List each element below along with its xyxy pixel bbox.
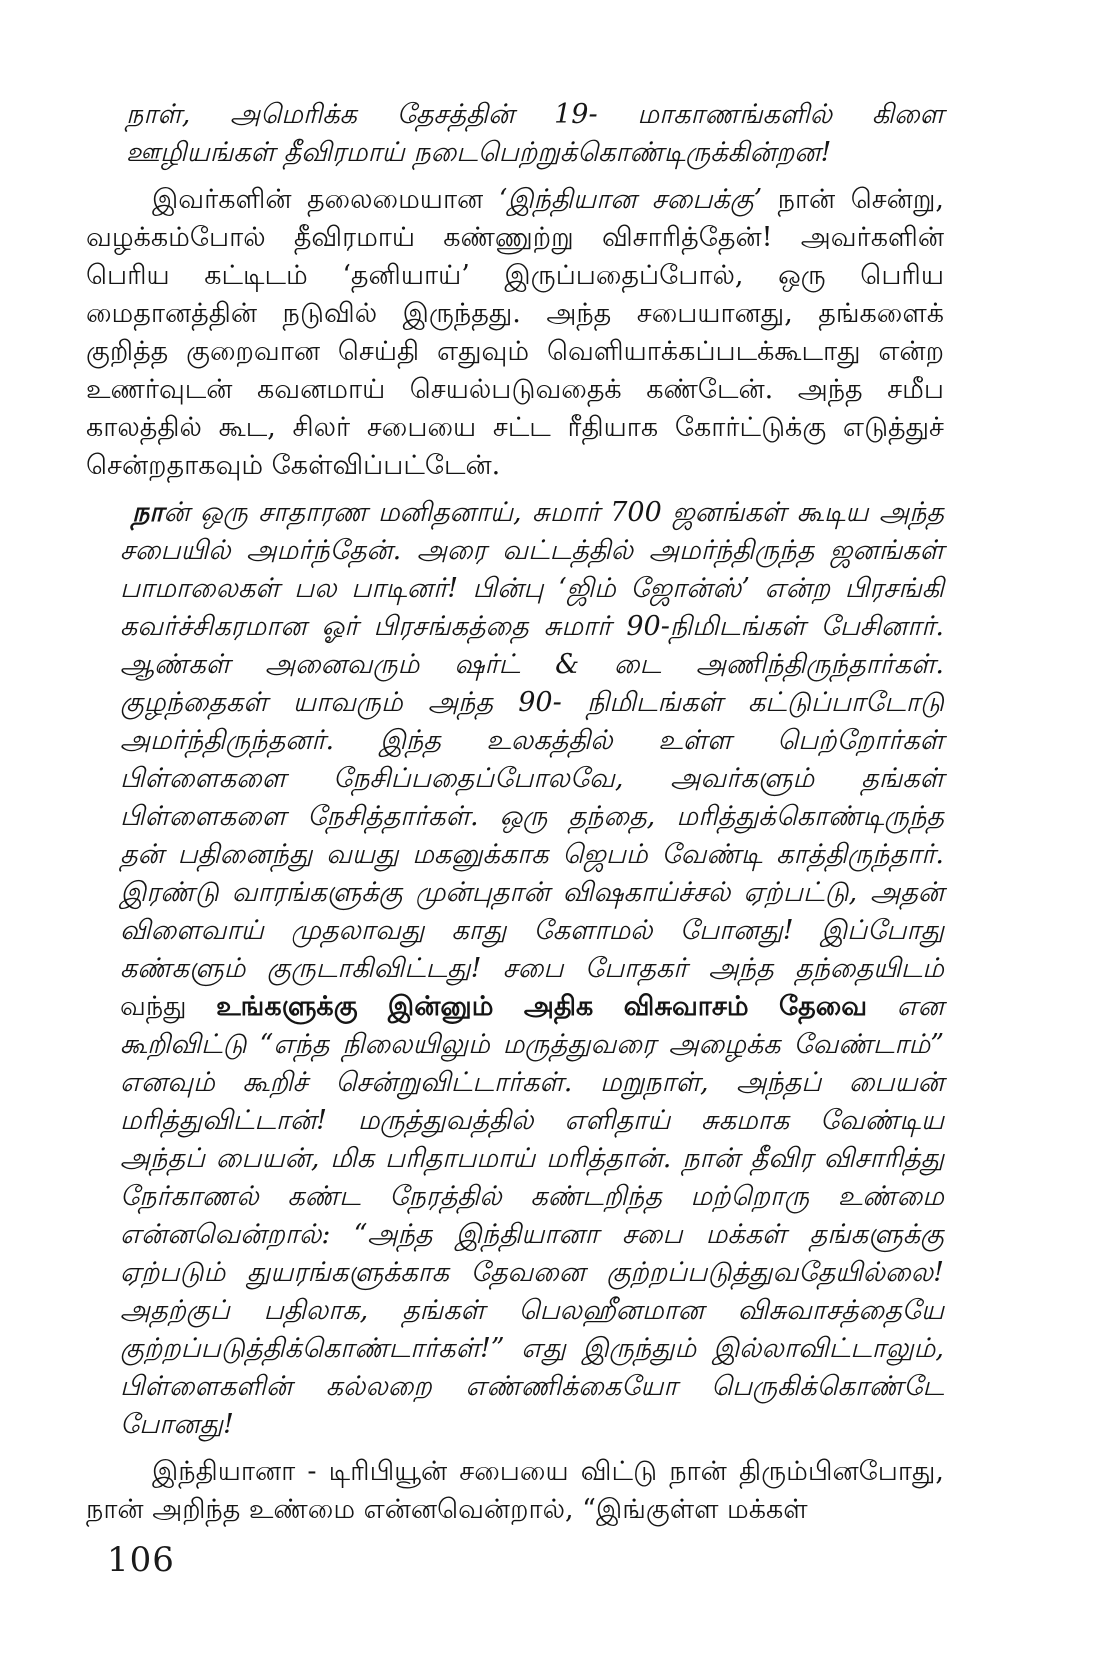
paragraph-intro-italic [126, 96, 944, 172]
page-number: 106 [107, 1540, 175, 1580]
text-body [86, 96, 944, 1538]
text-segment-bold-italic: நா [132, 497, 164, 528]
text-segment-italic: நாள், அமெரிக்க தேசத்தின் 19- மாகாணங்களில் கிளை ஊழியங்கள் தீவிரமாய் நடைபெற்றுக்கொண்டிருக்கின்றன! [126, 99, 944, 168]
text-segment-italic: ன் ஒரு சாதாரண மனிதனாய், சுமார் 700 ஜனங்கள் கூடிய அந்த சபையில் அமர்ந்தேன். அரை வட்டத்தில் அமர்ந்திருந்த ஜனங்கள் பாமாலைகள் பல பாடினர்! பின்பு ‘ஜிம் ஜோன்ஸ்’ என்ற பிரசங்கி கவர்ச்சிகரமான ஓர் பிரசங்கத்தை சுமார் 90-நிமிடங்கள் பேசினார். ஆண்கள் அனைவரும் ஷர்ட் & டை அணிந்திருந்தார்கள். குழந்தைகள் யாவரும் அந்த 90- நிமிடங்கள் கட்டுப்பாடோடு அமர்ந்திருந்தனர். இந்த உலகத்தில் உள்ள பெற்றோர்கள் பிள்ளைகளை நேசிப்பதைப்போலவே, அவர்களும் தங்கள் பிள்ளைகளை நேசித்தார்கள். ஒரு தந்தை, மரித்துக்கொண்டிருந்த தன் பதினைந்து வயது மகனுக்காக ஜெபம் வேண்டி காத்திருந்தார். இரண்டு வாரங்களுக்கு முன்புதான் விஷகாய்ச்சல் ஏற்பட்டு, அதன் விளைவாய் முதலாவது காது கேளாமல் போனது! இப்போது கண்களும் குருடாகிவிட்டது! சபை போதகர் அந்த தந்தையிடம் [120, 497, 944, 984]
text-segment-regular: வந்து [120, 991, 217, 1022]
paragraph-closing [86, 1453, 944, 1529]
text-segment-italic: ‘இந்தியான சபைக்கு’ [498, 184, 763, 215]
text-segment-bold: உங்களுக்கு இன்னும் அதிக விசுவாசம் தேவை [216, 991, 868, 1022]
text-segment-regular: இந்தியானா - டிரிபியூன் சபையை விட்டு நான் திரும்பினபோது, நான் அறிந்த உண்மை என்னவென்றால், “இங்குள்ள மக்கள் [86, 1456, 944, 1525]
paragraph-testimony-italic [120, 494, 944, 1444]
text-segment-regular: இவர்களின் தலைமையான [152, 184, 499, 215]
paragraph-visit-account [86, 181, 944, 485]
text-segment-italic: என கூறிவிட்டு “எந்த நிலையிலும் மருத்துவரை அழைக்க வேண்டாம்” எனவும் கூறிச் சென்றுவிட்டார்கள். மறுநாள், அந்தப் பையன் மரித்துவிட்டான்! மருத்துவத்தில் எளிதாய் சுகமாக வேண்டிய அந்தப் பையன், மிக பரிதாபமாய் மரித்தான். நான் தீவிர விசாரித்து நேர்காணல் கண்ட நேரத்தில் கண்டறிந்த மற்றொரு உண்மை என்னவென்றால்: “அந்த இந்தியானா சபை மக்கள் தங்களுக்கு ஏற்படும் துயரங்களுக்காக தேவனை குற்றப்படுத்துவதேயில்லை! அதற்குப் பதிலாக, தங்கள் பெலஹீனமான விசுவாசத்தையே குற்றப்படுத்திக்கொண்டார்கள்!” எது இருந்தும் இல்லாவிட்டாலும், பிள்ளைகளின் கல்லறை எண்ணிக்கையோ பெருகிக்கொண்டே போனது! [120, 991, 944, 1440]
text-segment-regular: நான் சென்று, வழக்கம்போல் தீவிரமாய் கண்ணுற்று விசாரித்தேன்! அவர்களின் பெரிய கட்டிடம் ‘தனியாய்’ இருப்பதைப்போல், ஒரு பெரிய மைதானத்தின் நடுவில் இருந்தது. அந்த சபையானது, தங்களைக் குறித்த குறைவான செய்தி எதுவும் வெளியாக்கப்படக்கூடாது என்ற உணர்வுடன் கவனமாய் செயல்படுவதைக் கண்டேன். அந்த சமீப காலத்தில் கூட, சிலர் சபையை சட்ட ரீதியாக கோர்ட்டுக்கு எடுத்துச் சென்றதாகவும் கேள்விப்பட்டேன். [86, 184, 944, 481]
